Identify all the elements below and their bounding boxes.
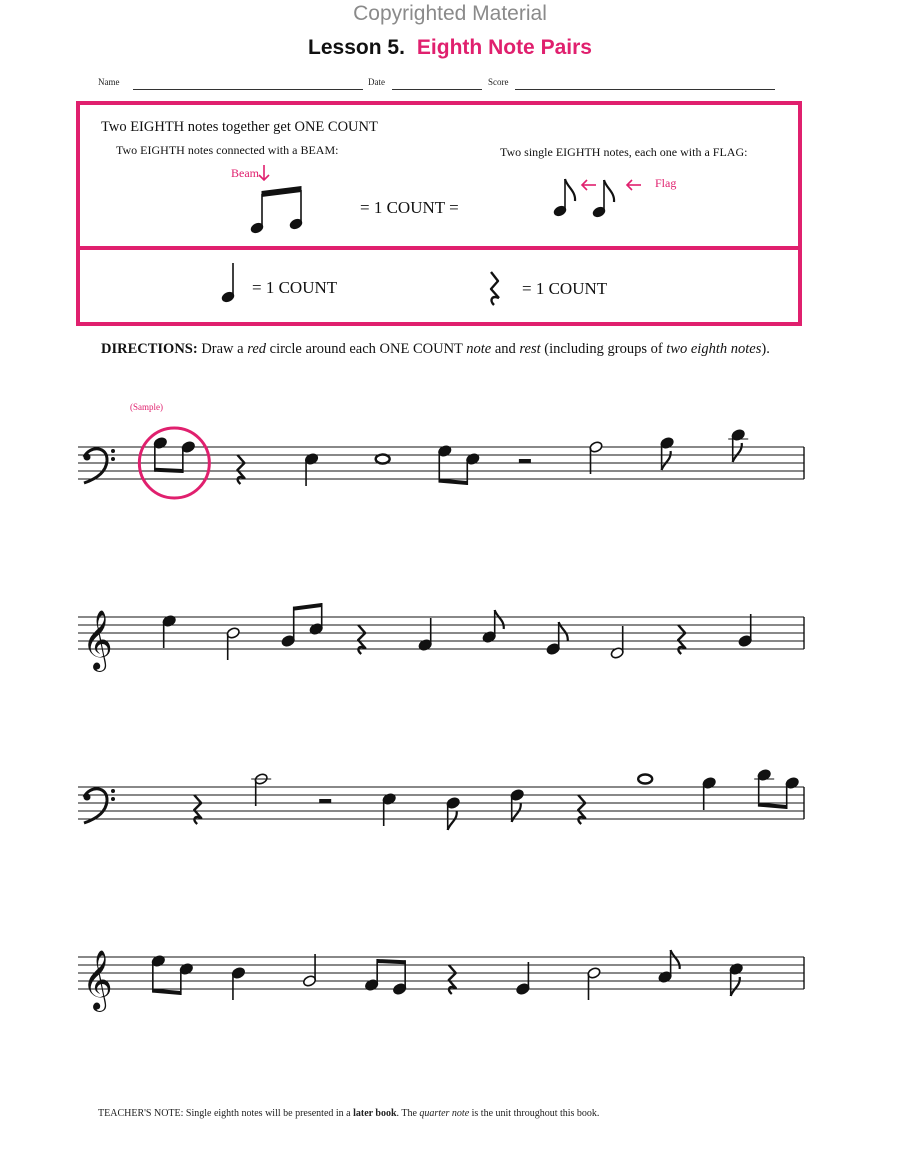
directions-part: and bbox=[491, 341, 520, 357]
quarter-rest bbox=[578, 795, 585, 824]
teachers-note-emphasis: quarter note bbox=[419, 1108, 470, 1119]
info-box-graphics bbox=[0, 0, 900, 340]
whole-note bbox=[638, 775, 652, 784]
quarter-count-text: = 1 COUNT bbox=[252, 278, 338, 297]
beam-arrow-icon bbox=[259, 165, 269, 180]
bass-clef-dot bbox=[84, 454, 91, 461]
teachers-note-part: TEACHER'S NOTE: Single eighth notes will be presented in a bbox=[98, 1108, 354, 1119]
directions-text bbox=[101, 339, 771, 359]
copyright-watermark: Copyrighted Material bbox=[353, 2, 547, 25]
eighth-flag bbox=[671, 950, 680, 969]
bass-clef-dot bbox=[84, 794, 91, 801]
eighth-flag bbox=[662, 451, 671, 470]
teachers-note-part: . The bbox=[396, 1108, 420, 1119]
directions-part: Draw a bbox=[197, 341, 248, 357]
directions-label: DIRECTIONS: bbox=[101, 341, 198, 357]
score-label: Score bbox=[488, 77, 509, 87]
date-label: Date bbox=[368, 77, 385, 87]
quarter-note-icon bbox=[221, 263, 235, 303]
sample-label: (Sample) bbox=[130, 402, 163, 412]
rest-count-text: = 1 COUNT bbox=[522, 279, 608, 298]
teachers-note-part: is the unit throughout this book. bbox=[469, 1108, 600, 1119]
teachers-note bbox=[98, 1108, 599, 1119]
quarter-rest bbox=[449, 965, 456, 994]
eighth-flag bbox=[495, 610, 504, 629]
quarter-rest-icon bbox=[491, 272, 499, 305]
lesson-topic: Eighth Note Pairs bbox=[416, 36, 592, 59]
eighth-beam bbox=[759, 803, 787, 809]
quarter-rest bbox=[237, 455, 244, 484]
equals-count-text: = 1 COUNT = bbox=[360, 198, 459, 217]
eighth-beam bbox=[377, 959, 405, 964]
eighth-flag bbox=[733, 443, 742, 462]
eighth-beam bbox=[294, 603, 322, 611]
eighth-flag bbox=[731, 977, 740, 996]
treble-clef-icon: 𝄞 bbox=[82, 610, 113, 670]
beamed-eighth-pair-icon bbox=[250, 186, 303, 234]
eighth-beam bbox=[155, 468, 183, 473]
quarter-rest bbox=[678, 625, 685, 654]
bass-clef-dot bbox=[111, 797, 115, 801]
directions-part: (including groups of bbox=[540, 341, 667, 357]
half-rest bbox=[319, 799, 331, 803]
flag-arrow-icon bbox=[582, 180, 641, 190]
bass-clef-icon bbox=[84, 449, 116, 483]
eighth-beam bbox=[439, 479, 467, 485]
music-staff-2 bbox=[0, 600, 900, 680]
music-staff-3 bbox=[0, 770, 900, 850]
bass-clef-dot bbox=[111, 457, 115, 461]
beam-caption: Two EIGHTH notes connected with a BEAM: bbox=[116, 143, 339, 157]
bass-clef-dot bbox=[111, 449, 115, 453]
half-rest bbox=[519, 459, 531, 463]
name-label: Name bbox=[98, 77, 120, 87]
directions-part: circle around each ONE COUNT bbox=[266, 341, 467, 357]
music-staff-4 bbox=[0, 940, 900, 1020]
quarter-rest bbox=[194, 795, 201, 824]
info-headline: Two EIGHTH notes together get ONE COUNT bbox=[101, 119, 378, 135]
bass-clef-dot bbox=[111, 789, 115, 793]
eighth-beam bbox=[153, 989, 181, 995]
flag-label: Flag bbox=[655, 176, 677, 190]
bass-clef-icon bbox=[84, 789, 116, 823]
whole-note bbox=[376, 455, 390, 464]
directions-part: ). bbox=[761, 341, 770, 357]
treble-clef-icon: 𝄞 bbox=[82, 950, 113, 1010]
flag-caption: Two single EIGHTH notes, each one with a FLAG: bbox=[500, 145, 748, 159]
directions-emphasis: two eighth notes bbox=[666, 341, 762, 357]
directions-emphasis: note bbox=[466, 341, 492, 357]
lesson-number: Lesson 5. bbox=[308, 36, 405, 59]
directions-emphasis: rest bbox=[519, 341, 541, 357]
directions-emphasis: red bbox=[247, 341, 267, 357]
beam-label: Beam bbox=[231, 166, 259, 180]
quarter-rest bbox=[358, 625, 365, 654]
teachers-note-emphasis: later book bbox=[353, 1108, 397, 1119]
music-staff-1 bbox=[0, 430, 900, 510]
eighth-flag bbox=[448, 811, 457, 830]
